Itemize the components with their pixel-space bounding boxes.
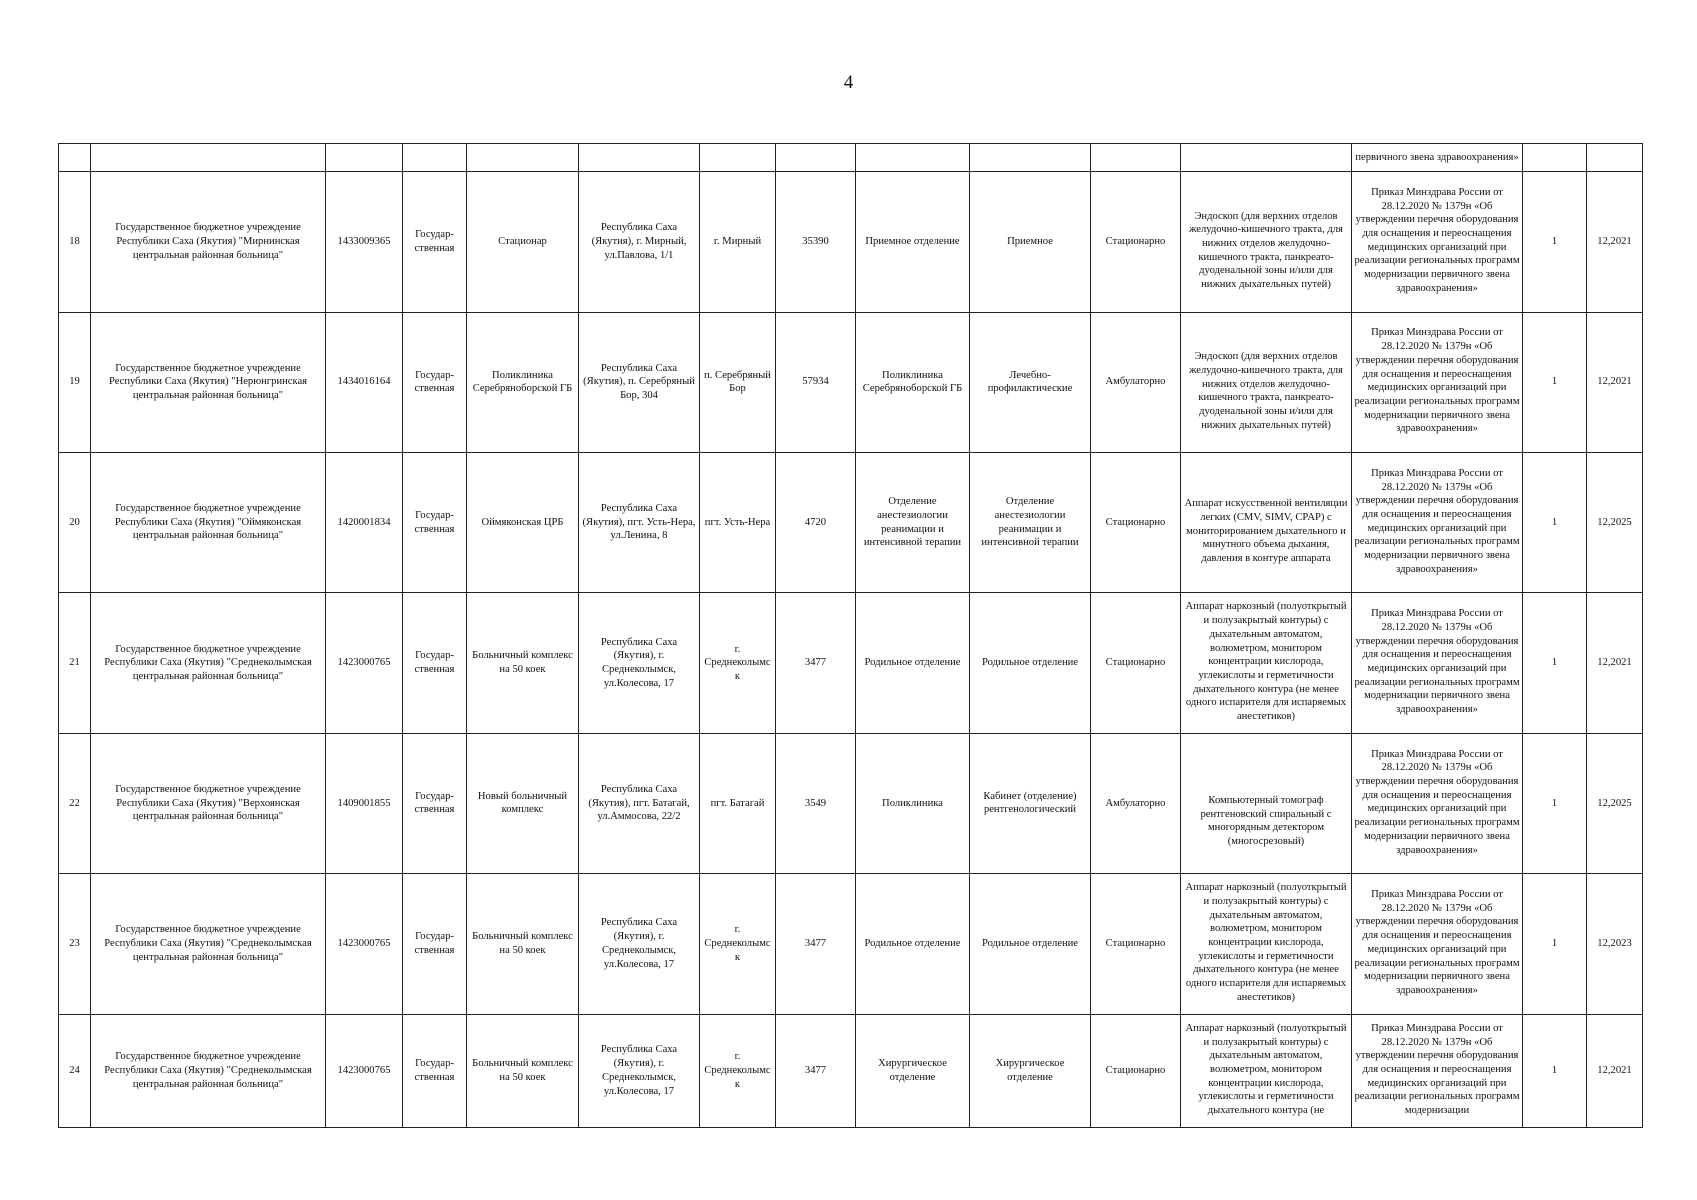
cell-order-text: Приказ Минздрава России от 28.12.2020 № 1379н «Об утверждении перечня оборудования для оснащения и переоснащения медицинских организаций при реализации региональных программ модернизации первичного звена здравоохранения» bbox=[1354, 608, 1520, 716]
cell-empty bbox=[776, 144, 856, 172]
cell-department: Приемное bbox=[970, 172, 1091, 312]
cell-unit: Поликлиника bbox=[856, 733, 970, 873]
cell-organization: Государственное бюджетное учреждение Республики Саха (Якутия) "Верхоянская центральная районная больница" bbox=[91, 733, 326, 873]
cell-equipment bbox=[1181, 874, 1352, 1014]
cell-care-type: Стационарно bbox=[1091, 172, 1181, 312]
cell-ownership: Государ-ственная bbox=[403, 593, 467, 733]
table-row bbox=[59, 733, 1643, 873]
cell-inn: 1434016164 bbox=[326, 312, 403, 452]
cell-address: Республика Саха (Якутия), г. Среднеколымск, ул.Колесова, 17 bbox=[579, 1014, 700, 1127]
cell-organization: Государственное бюджетное учреждение Республики Саха (Якутия) "Среднеколымская центральная районная больница" bbox=[91, 1014, 326, 1127]
cell-department: Отделение анестезиологии реанимации и интенсивной терапии bbox=[970, 452, 1091, 592]
cell-number: 24 bbox=[59, 1014, 91, 1127]
cell-equipment bbox=[1181, 172, 1352, 312]
cell-care-type: Амбулаторно bbox=[1091, 733, 1181, 873]
cell-locality: г. Среднеколымск bbox=[700, 1014, 776, 1127]
cell-facility: Больничный комплекс на 50 коек bbox=[467, 874, 579, 1014]
cell-locality: г. Среднеколымск bbox=[700, 874, 776, 1014]
cell-ownership: Государ-ственная bbox=[403, 312, 467, 452]
cell-equipment-text: Аппарат наркозный (полуоткрытый и полузакрытый контуры) с дыхательным автоматом, волюметром, монитором концентрации кислорода, углекислоты и герметичности дыхательного контура (не bbox=[1185, 1022, 1347, 1117]
cell-equipment-text: Аппарат наркозный (полуоткрытый и полузакрытый контуры) с дыхательным автоматом, волюметром, монитором концентрации кислорода, углекислоты и герметичности дыхательного контура (не менее одного испарителя для испаряемых анестетиков) bbox=[1185, 601, 1347, 723]
cell-quantity: 1 bbox=[1523, 874, 1587, 1014]
cell-locality: пгт. Усть-Нера bbox=[700, 452, 776, 592]
cell-equipment-text: Эндоскоп (для верхних отделов желудочно-кишечного тракта, для нижних отделов желудочно-кишечного тракта, панкреато-дуоденальной зоны и/или для нижних дыхательных путей) bbox=[1189, 351, 1343, 431]
cell-department: Лечебно-профилактические bbox=[970, 312, 1091, 452]
cell-order bbox=[1352, 452, 1523, 592]
cell-ownership: Государ-ственная bbox=[403, 733, 467, 873]
cell-population: 57934 bbox=[776, 312, 856, 452]
cell-order bbox=[1352, 874, 1523, 1014]
cell-facility: Стационар bbox=[467, 172, 579, 312]
cell-unit: Приемное отделение bbox=[856, 172, 970, 312]
cell-order-text: Приказ Минздрава России от 28.12.2020 № 1379н «Об утверждении перечня оборудования для оснащения и переоснащения медицинских организаций при реализации региональных программ модернизации первичного звена здравоохранения» bbox=[1354, 467, 1520, 575]
cell-organization: Государственное бюджетное учреждение Республики Саха (Якутия) "Среднеколымская центральная районная больница" bbox=[91, 593, 326, 733]
cell-facility: Поликлиника Серебряноборской ГБ bbox=[467, 312, 579, 452]
cell-equipment-text: Аппарат наркозный (полуоткрытый и полузакрытый контуры) с дыхательным автоматом, волюметром, монитором концентрации кислорода, углекислоты и герметичности дыхательного контура (не менее одного испарителя для испаряемых анестетиков) bbox=[1185, 882, 1347, 1003]
cell-number: 21 bbox=[59, 593, 91, 733]
cell-equipment bbox=[1181, 452, 1352, 592]
cell-empty bbox=[1181, 144, 1352, 172]
cell-order-text: Приказ Минздрава России от 28.12.2020 № 1379н «Об утверждении перечня оборудования для оснащения и переоснащения медицинских организаций при реализации региональных программ модернизации первичного звена здравоохранения» bbox=[1354, 327, 1520, 435]
cell-empty bbox=[467, 144, 579, 172]
cell-number: 19 bbox=[59, 312, 91, 452]
cell-department: Родильное отделение bbox=[970, 874, 1091, 1014]
cell-facility: Больничный комплекс на 50 коек bbox=[467, 1014, 579, 1127]
cell-equipment-text: Компьютерный томограф рентгеновский спиральный с многорядным детектором (многосрезовый) bbox=[1200, 795, 1332, 848]
cell-organization: Государственное бюджетное учреждение Республики Саха (Якутия) "Среднеколымская центральная районная больница" bbox=[91, 874, 326, 1014]
cell-population: 3477 bbox=[776, 593, 856, 733]
cell-locality: г. Мирный bbox=[700, 172, 776, 312]
cell-date: 12,2023 bbox=[1587, 874, 1643, 1014]
cell-address: Республика Саха (Якутия), г. Среднеколымск, ул.Колесова, 17 bbox=[579, 593, 700, 733]
table-row bbox=[59, 874, 1643, 1014]
cell-locality: пгт. Батагай bbox=[700, 733, 776, 873]
cell-quantity: 1 bbox=[1523, 172, 1587, 312]
cell-organization: Государственное бюджетное учреждение Республики Саха (Якутия) "Мирнинская центральная районная больница" bbox=[91, 172, 326, 312]
cell-care-type: Стационарно bbox=[1091, 1014, 1181, 1127]
cell-number: 20 bbox=[59, 452, 91, 592]
cell-care-type: Стационарно bbox=[1091, 452, 1181, 592]
table-row bbox=[59, 1014, 1643, 1127]
cell-department: Хирургическое отделение bbox=[970, 1014, 1091, 1127]
cell-unit: Отделение анестезиологии реанимации и интенсивной терапии bbox=[856, 452, 970, 592]
table-row bbox=[59, 452, 1643, 592]
cell-care-type: Амбулаторно bbox=[1091, 312, 1181, 452]
cell-date: 12,2021 bbox=[1587, 172, 1643, 312]
cell-facility: Новый больничный комплекс bbox=[467, 733, 579, 873]
cell-equipment-text: Эндоскоп (для верхних отделов желудочно-кишечного тракта, для нижних отделов желудочно-кишечного тракта, панкреато-дуоденальной зоны и/или для нижних дыхательных путей) bbox=[1189, 210, 1343, 291]
cell-population: 35390 bbox=[776, 172, 856, 312]
cell-population: 3549 bbox=[776, 733, 856, 873]
cell-population: 3477 bbox=[776, 874, 856, 1014]
cell-order-text: Приказ Минздрава России от 28.12.2020 № 1379н «Об утверждении перечня оборудования для оснащения и переоснащения медицинских организаций при реализации региональных программ модернизации первичного звена здравоохранения» bbox=[1354, 889, 1520, 996]
cell-quantity: 1 bbox=[1523, 1014, 1587, 1127]
cell-inn: 1409001855 bbox=[326, 733, 403, 873]
cell-quantity: 1 bbox=[1523, 733, 1587, 873]
cell-inn: 1423000765 bbox=[326, 1014, 403, 1127]
cell-number: 22 bbox=[59, 733, 91, 873]
cell-date: 12,2021 bbox=[1587, 1014, 1643, 1127]
cell-empty bbox=[59, 144, 91, 172]
continuation-row bbox=[59, 144, 1643, 172]
cell-organization: Государственное бюджетное учреждение Республики Саха (Якутия) "Оймяконская центральная районная больница" bbox=[91, 452, 326, 592]
cell-order-text: Приказ Минздрава России от 28.12.2020 № 1379н «Об утверждении перечня оборудования для оснащения и переоснащения медицинских организаций при реализации региональных программ модернизации первичного звена здравоохранения» bbox=[1354, 748, 1520, 856]
cell-empty bbox=[1587, 144, 1643, 172]
cell-equipment bbox=[1181, 593, 1352, 733]
cell-equipment bbox=[1181, 733, 1352, 873]
table-row bbox=[59, 172, 1643, 312]
cell-unit: Родильное отделение bbox=[856, 593, 970, 733]
cell-facility: Оймяконская ЦРБ bbox=[467, 452, 579, 592]
cell-date: 12,2021 bbox=[1587, 593, 1643, 733]
cell-address: Республика Саха (Якутия), пгт. Батагай, ул.Аммосова, 22/2 bbox=[579, 733, 700, 873]
cell-empty bbox=[326, 144, 403, 172]
cell-inn: 1433009365 bbox=[326, 172, 403, 312]
cell-equipment bbox=[1181, 1014, 1352, 1127]
cell-empty bbox=[1523, 144, 1587, 172]
cell-empty bbox=[579, 144, 700, 172]
cell-care-type: Стационарно bbox=[1091, 874, 1181, 1014]
cell-address: Республика Саха (Якутия), г. Мирный, ул.Павлова, 1/1 bbox=[579, 172, 700, 312]
cell-number: 23 bbox=[59, 874, 91, 1014]
cell-quantity: 1 bbox=[1523, 312, 1587, 452]
cell-inn: 1423000765 bbox=[326, 874, 403, 1014]
cell-order bbox=[1352, 312, 1523, 452]
cell-inn: 1420001834 bbox=[326, 452, 403, 592]
cell-care-type: Стационарно bbox=[1091, 593, 1181, 733]
cell-unit: Хирургическое отделение bbox=[856, 1014, 970, 1127]
cell-empty bbox=[856, 144, 970, 172]
cell-ownership: Государ-ственная bbox=[403, 1014, 467, 1127]
cell-empty bbox=[970, 144, 1091, 172]
cell-address: Республика Саха (Якутия), п. Серебряный Бор, 304 bbox=[579, 312, 700, 452]
cell-department: Родильное отделение bbox=[970, 593, 1091, 733]
table-row bbox=[59, 593, 1643, 733]
equipment-table bbox=[58, 143, 1643, 1128]
cell-equipment-text: Аппарат искусственной вентиляции легких (CMV, SIMV, CPAP) с мониторированием дыхательного и минутного объема дыхания, давления в контуре аппарата bbox=[1184, 498, 1348, 565]
cell-date: 12,2025 bbox=[1587, 452, 1643, 592]
cell-facility: Больничный комплекс на 50 коек bbox=[467, 593, 579, 733]
cell-order bbox=[1352, 593, 1523, 733]
cell-empty bbox=[91, 144, 326, 172]
cell-address: Республика Саха (Якутия), пгт. Усть-Нера, ул.Ленина, 8 bbox=[579, 452, 700, 592]
cell-quantity: 1 bbox=[1523, 452, 1587, 592]
cell-locality: г. Среднеколымск bbox=[700, 593, 776, 733]
cell-order-continued: первичного звена здравоохранения» bbox=[1352, 144, 1523, 172]
cell-department: Кабинет (отделение) рентгенологический bbox=[970, 733, 1091, 873]
cell-order bbox=[1352, 172, 1523, 312]
cell-quantity: 1 bbox=[1523, 593, 1587, 733]
page-number: 4 bbox=[843, 72, 854, 93]
cell-locality: п. Серебряный Бор bbox=[700, 312, 776, 452]
cell-date: 12,2025 bbox=[1587, 733, 1643, 873]
cell-unit: Родильное отделение bbox=[856, 874, 970, 1014]
cell-order bbox=[1352, 1014, 1523, 1127]
cell-empty bbox=[403, 144, 467, 172]
cell-population: 4720 bbox=[776, 452, 856, 592]
cell-population: 3477 bbox=[776, 1014, 856, 1127]
cell-order bbox=[1352, 733, 1523, 873]
cell-ownership: Государ-ственная bbox=[403, 172, 467, 312]
table-row bbox=[59, 312, 1643, 452]
cell-number: 18 bbox=[59, 172, 91, 312]
cell-order-text: Приказ Минздрава России от 28.12.2020 № 1379н «Об утверждении перечня оборудования для оснащения и переоснащения медицинских организаций при реализации региональных программ модернизации первичного звена здравоохранения» bbox=[1354, 186, 1520, 294]
cell-ownership: Государ-ственная bbox=[403, 874, 467, 1014]
cell-address: Республика Саха (Якутия), г. Среднеколымск, ул.Колесова, 17 bbox=[579, 874, 700, 1014]
cell-date: 12,2021 bbox=[1587, 312, 1643, 452]
cell-inn: 1423000765 bbox=[326, 593, 403, 733]
cell-empty bbox=[1091, 144, 1181, 172]
cell-unit: Поликлиника Серебряноборской ГБ bbox=[856, 312, 970, 452]
cell-empty bbox=[700, 144, 776, 172]
cell-equipment bbox=[1181, 312, 1352, 452]
cell-organization: Государственное бюджетное учреждение Республики Саха (Якутия) "Нерюнгринская центральная районная больница" bbox=[91, 312, 326, 452]
cell-ownership: Государ-ственная bbox=[403, 452, 467, 592]
cell-order-text: Приказ Минздрава России от 28.12.2020 № 1379н «Об утверждении перечня оборудования для оснащения и переоснащения медицинских организаций при реализации региональных программ модернизации bbox=[1354, 1022, 1520, 1117]
